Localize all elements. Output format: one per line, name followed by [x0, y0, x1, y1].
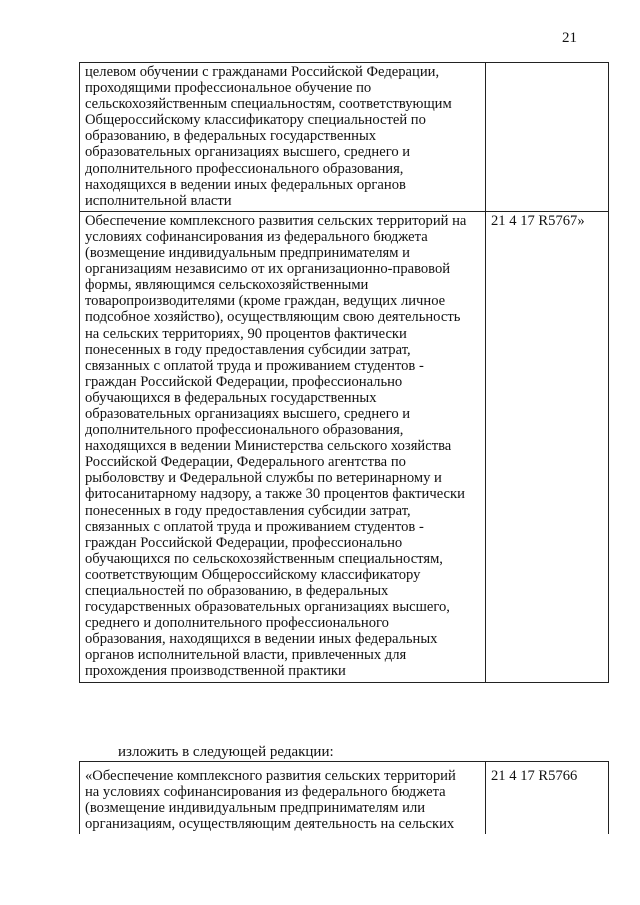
row-code: 21 4 17 R5766 — [486, 762, 609, 835]
text-line: товаропроизводителями (кроме граждан, ведущих личное — [85, 293, 446, 310]
text-line: формы, являющимся сельскохозяйственными — [85, 277, 369, 294]
text-line: обучающихся по сельскохозяйственным специальностям, — [85, 550, 443, 567]
row-description — [80, 211, 486, 682]
text-line: граждан Российской Федерации, профессионально — [85, 534, 403, 551]
text-line: образовательных организациях высшего, среднего и — [85, 144, 411, 161]
text-line: на условиях софинансирования из федерального бюджета — [85, 784, 446, 801]
text-line: обучающихся в федеральных государственных — [85, 389, 377, 406]
text-line: образовательных организациях высшего, среднего и — [85, 405, 411, 422]
text-line: специальностей по образованию, в федеральных — [85, 583, 389, 599]
text-line: Обеспечение комплексного развития сельских территорий на — [85, 212, 467, 229]
text-line: соответствующим Общероссийскому классификатору — [85, 566, 421, 583]
text-line: проходящими профессиональное обучение по — [85, 80, 372, 97]
text-line: граждан Российской Федерации, профессионально — [85, 373, 403, 390]
text-line: сельскохозяйственным специальностям, соответствующим — [85, 96, 452, 113]
text-line: рыболовству и Федеральной службы по ветеринарному и — [85, 470, 442, 487]
text-line: находящихся в ведении иных федеральных органов — [85, 176, 406, 193]
text-line: (возмещение индивидуальным предпринимателям или — [85, 800, 426, 817]
row-code — [486, 63, 609, 212]
page-number: 21 — [562, 30, 577, 46]
text-line: дополнительного профессионального образования, — [85, 160, 404, 177]
text-line: понесенных в году предоставления субсидии затрат, — [85, 341, 411, 358]
text-line: (возмещение индивидуальным предпринимателям и — [85, 245, 410, 262]
text-line: организациям, осуществляющим деятельность на сельских — [85, 816, 455, 833]
row-description — [80, 63, 486, 212]
text-line: исполнительной власти — [85, 192, 232, 209]
text-line: образования, находящихся в ведении иных федеральных — [85, 631, 438, 648]
table-row — [80, 762, 609, 835]
text-line: на сельских территориях, 90 процентов фактически — [85, 325, 407, 342]
text-line: Российской Федерации, Федерального агентства по — [85, 454, 406, 471]
text-line: находящихся в ведении Министерства сельского хозяйства — [85, 438, 452, 455]
text-line: организациям независимо от их организационно-правовой — [85, 261, 451, 278]
row-code: 21 4 17 R5767» — [486, 211, 609, 682]
text-line: связанных с оплатой труда и проживанием студентов - — [85, 518, 424, 535]
table-row — [80, 211, 609, 682]
new-edition-table — [79, 761, 609, 834]
text-line: государственных образовательных организациях высшего, — [85, 599, 450, 616]
text-line: образованию, в федеральных государственных — [85, 128, 377, 145]
instruction-text: изложить в следующей редакции: — [118, 744, 334, 760]
text-line: прохождения производственной практики — [85, 663, 346, 680]
text-line: целевом обучении с гражданами Российской Федерации, — [85, 64, 440, 80]
row-description-text — [85, 213, 481, 680]
text-line: понесенных в году предоставления субсидии затрат, — [85, 502, 411, 519]
text-line: Общероссийскому классификатору специальностей по — [85, 112, 426, 129]
text-line: органов исполнительной власти, привлеченных для — [85, 647, 407, 664]
text-line: условиях софинансирования из федерального бюджета — [85, 228, 428, 245]
text-line: фитосанитарному надзору, а также 30 процентов фактически — [85, 486, 465, 503]
text-line: дополнительного профессионального образования, — [85, 422, 404, 439]
table-row — [80, 63, 609, 212]
budget-classification-table — [79, 62, 609, 683]
text-line: среднего и дополнительного профессионального — [85, 615, 389, 632]
row-description — [80, 762, 486, 835]
text-line: «Обеспечение комплексного развития сельских территорий — [85, 768, 456, 784]
text-line: подсобное хозяйство), осуществляющим свою деятельность — [85, 309, 461, 326]
row-description-text — [85, 64, 481, 209]
row-description-text — [85, 768, 481, 832]
text-line: связанных с оплатой труда и проживанием студентов - — [85, 357, 424, 374]
